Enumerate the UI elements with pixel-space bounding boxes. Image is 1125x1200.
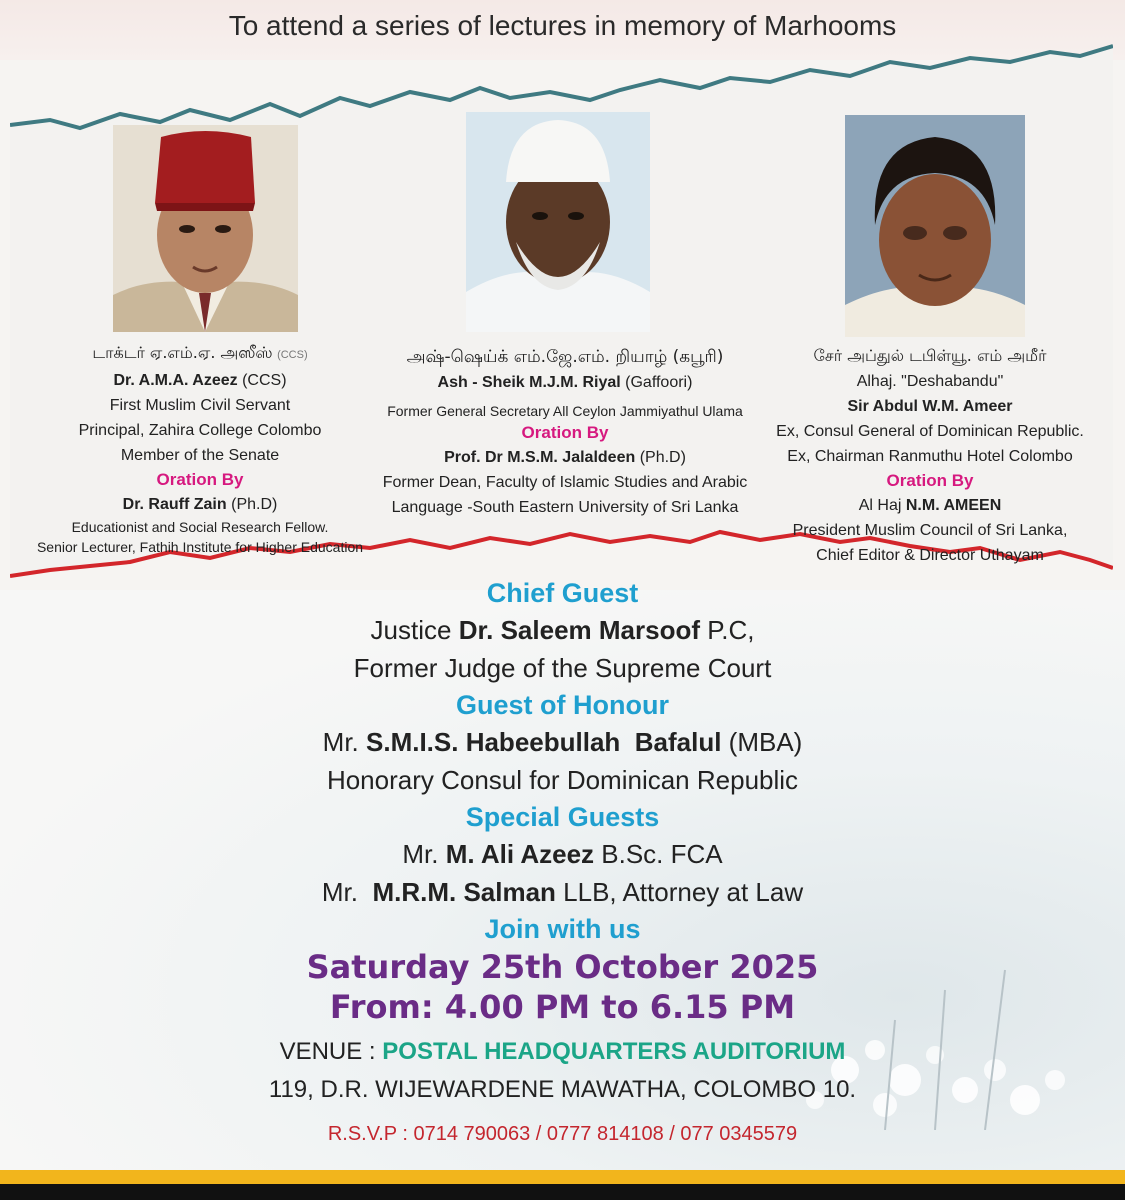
chief-guest-role: Former Judge of the Supreme Court [353, 653, 772, 683]
special-guest-prefix: Mr. [402, 839, 439, 869]
chief-guest-heading: Chief Guest [486, 578, 639, 608]
orator-detail: Educationist and Social Research Fellow. [71, 519, 329, 535]
portrait-azeez [113, 125, 298, 332]
chief-guest-prefix: Justice [370, 615, 452, 645]
portrait-riyal [466, 112, 650, 332]
orator-detail: Senior Lecturer, Fathih Institute for Higher Education [36, 539, 364, 555]
guest-of-honour-prefix: Mr. [322, 727, 359, 757]
orator-name: Dr. Rauff Zain [122, 496, 227, 513]
detail-line: First Muslim Civil Servant [109, 397, 291, 414]
detail-line: Former General Secretary All Ceylon Jammiyathul Ulama [387, 403, 743, 419]
chief-guest-suffix: P.C, [707, 615, 755, 645]
detail-line: Ex, Chairman Ranmuthu Hotel Colombo [787, 448, 1073, 465]
venue-line [0, 1033, 1125, 1071]
marhoom-block-riyal [365, 345, 765, 520]
guest-of-honour-name: S.M.I.S. Habeebullah Bafalul [366, 727, 722, 757]
tamil-suffix: (CCS) [277, 349, 308, 361]
tamil-name: அஷ்-ஷெய்க் எம்.ஜே.எம். றியாழ் (கபூரி) [406, 347, 724, 367]
special-guest-name: M. Ali Azeez [445, 839, 595, 869]
special-guest-name: M.R.M. Salman [372, 877, 556, 907]
event-details [0, 575, 1125, 1149]
venue-name: POSTAL HEADQUARTERS AUDITORIUM [382, 1038, 846, 1065]
orator-detail: Former Dean, Faculty of Islamic Studies and Arabic [382, 474, 748, 491]
orator-detail: Chief Editor & Director Uthayam [816, 547, 1044, 564]
special-guest-suffix: LLB, Attorney at Law [563, 877, 804, 907]
venue-label: VENUE : [279, 1038, 376, 1065]
marhoom-block-ameer [765, 343, 1095, 568]
event-time: From: 4.00 PM to 6.15 PM [329, 988, 796, 1026]
guest-of-honour-role: Honorary Consul for Dominican Republic [326, 765, 799, 795]
join-heading: Join with us [484, 914, 641, 944]
guest-of-honour-heading: Guest of Honour [456, 690, 669, 720]
special-guests-heading: Special Guests [465, 802, 660, 832]
footer-yellow-bar [0, 1170, 1125, 1184]
marhoom-name: Sir Abdul W.M. Ameer [847, 398, 1013, 415]
detail-line: Ex, Consul General of Dominican Republic. [776, 423, 1084, 440]
orator-name: N.M. AMEEN [905, 497, 1002, 514]
orator-detail: Language -South Eastern University of Sri Lanka [391, 499, 739, 516]
portrait-ameer [845, 115, 1025, 337]
tamil-name: சேர் அப்துல் டபிள்யூ. எம் அமீர் [813, 346, 1047, 365]
guest-of-honour-line [0, 723, 1125, 761]
oration-label: Oration By [156, 470, 244, 489]
marhoom-name: Ash - Sheik M.J.M. Riyal [437, 374, 621, 391]
orator-suffix: (Ph.D) [231, 496, 278, 513]
special-guest-line [0, 835, 1125, 873]
detail-line: Principal, Zahira College Colombo [78, 422, 322, 439]
rsvp-line: R.S.V.P : 0714 790063 / 0777 814108 / 077 0345579 [327, 1123, 798, 1145]
orator-prefix: Al Haj [858, 497, 902, 514]
special-guest-suffix: B.Sc. FCA [601, 839, 723, 869]
marhoom-block-azeez [30, 340, 370, 557]
oration-label: Oration By [521, 423, 609, 442]
guest-of-honour-suffix: (MBA) [728, 727, 803, 757]
special-guest-prefix: Mr. [321, 877, 366, 907]
invite-line: To attend a series of lectures in memory of Marhooms [228, 10, 897, 41]
orator-name: Prof. Dr M.S.M. Jalaldeen [444, 449, 636, 466]
chief-guest-name: Dr. Saleem Marsoof [458, 615, 700, 645]
marhoom-suffix: (Gaffoori) [625, 374, 693, 391]
marhoom-name: Dr. A.M.A. Azeez [113, 372, 238, 389]
orator-detail: President Muslim Council of Sri Lanka, [792, 522, 1068, 539]
detail-line: Member of the Senate [120, 447, 280, 464]
event-date: Saturday 25th October 2025 [306, 948, 819, 986]
special-guest-line [0, 873, 1125, 911]
oration-label: Oration By [886, 471, 974, 490]
footer-black-bar [0, 1184, 1125, 1200]
venue-address: 119, D.R. WIJEWARDENE MAWATHA, COLOMBO 10. [268, 1076, 857, 1103]
chief-guest-line [0, 611, 1125, 649]
tamil-name: டாக்டர் ஏ.எம்.ஏ. அஸீஸ் [92, 343, 273, 362]
title-line: Alhaj. "Deshabandu" [856, 373, 1004, 390]
marhoom-suffix: (CCS) [242, 372, 287, 389]
orator-suffix: (Ph.D) [639, 449, 686, 466]
